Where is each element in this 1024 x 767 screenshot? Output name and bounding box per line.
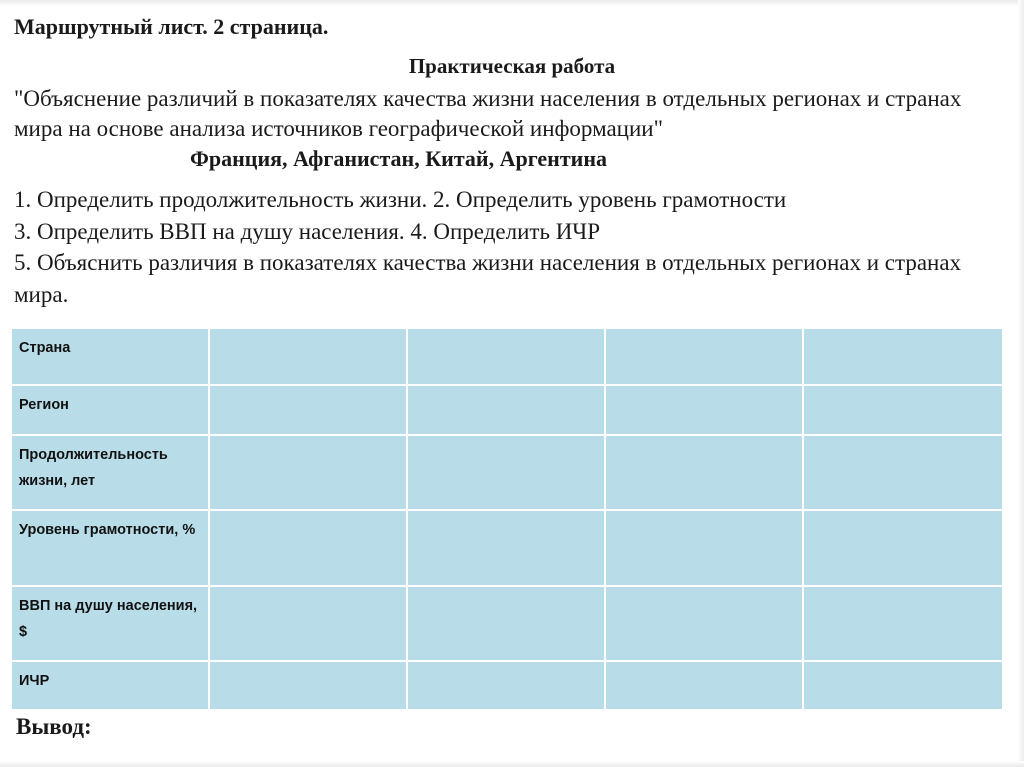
table-cell[interactable]	[407, 586, 605, 661]
task-list	[14, 184, 1009, 310]
slide-frame-top	[0, 0, 1024, 6]
table-cell[interactable]	[209, 661, 407, 710]
table-cell[interactable]	[209, 435, 407, 510]
row-label-region: Регион	[11, 385, 209, 435]
table-cell[interactable]	[209, 586, 407, 661]
table-cell[interactable]	[605, 385, 803, 435]
table-cell[interactable]	[407, 661, 605, 710]
table-row-region	[11, 385, 1003, 435]
table-cell[interactable]	[407, 328, 605, 385]
table-cell[interactable]	[803, 385, 1003, 435]
comparison-table	[10, 327, 1004, 711]
table-cell[interactable]	[407, 435, 605, 510]
practical-work-title: Практическая работа	[408, 54, 616, 78]
table-cell[interactable]	[605, 510, 803, 586]
table-row-hdi	[11, 661, 1003, 710]
table-cell[interactable]	[209, 510, 407, 586]
table-row-literacy	[11, 510, 1003, 586]
table-cell[interactable]	[209, 328, 407, 385]
countries-list: Франция, Афганистан, Китай, Аргентина	[190, 146, 607, 171]
table-cell[interactable]	[407, 510, 605, 586]
slide-frame-bottom	[0, 761, 1024, 767]
slide-frame-right	[1018, 0, 1024, 767]
task-line-3: 5. Объяснить различия в показателях качества жизни населения в отдельных регионах и странах мира.	[14, 250, 962, 307]
task-line-1: 1. Определить продолжительность жизни. 2. Определить уровень грамотности	[14, 187, 787, 212]
row-label-hdi: ИЧР	[11, 661, 209, 710]
row-label-literacy: Уровень грамотности, %	[11, 510, 209, 586]
conclusion-label: Вывод:	[16, 714, 92, 739]
table-cell[interactable]	[803, 435, 1003, 510]
row-label-gdp: ВВП на душу населения, $	[11, 586, 209, 661]
table-cell[interactable]	[803, 510, 1003, 586]
table-cell[interactable]	[209, 385, 407, 435]
table-cell[interactable]	[605, 586, 803, 661]
table-cell[interactable]	[803, 328, 1003, 385]
table-row-life-expectancy	[11, 435, 1003, 510]
table-cell[interactable]	[803, 661, 1003, 710]
table-cell[interactable]	[407, 385, 605, 435]
table-row-country	[11, 328, 1003, 385]
row-label-life-expectancy: Продолжительность жизни, лет	[11, 435, 209, 510]
row-label-country: Страна	[11, 328, 209, 385]
route-sheet-title: Маршрутный лист. 2 страница.	[14, 14, 329, 39]
table-cell[interactable]	[605, 328, 803, 385]
practical-work-topic: "Объяснение различий в показателях качества жизни населения в отдельных регионах и странах мира на основе анализа источников географической информации"	[14, 86, 962, 141]
table-row-gdp	[11, 586, 1003, 661]
task-line-2: 3. Определить ВВП на душу населения. 4. Определить ИЧР	[14, 218, 601, 244]
table-cell[interactable]	[605, 661, 803, 710]
table-cell[interactable]	[605, 435, 803, 510]
table-cell[interactable]	[803, 586, 1003, 661]
